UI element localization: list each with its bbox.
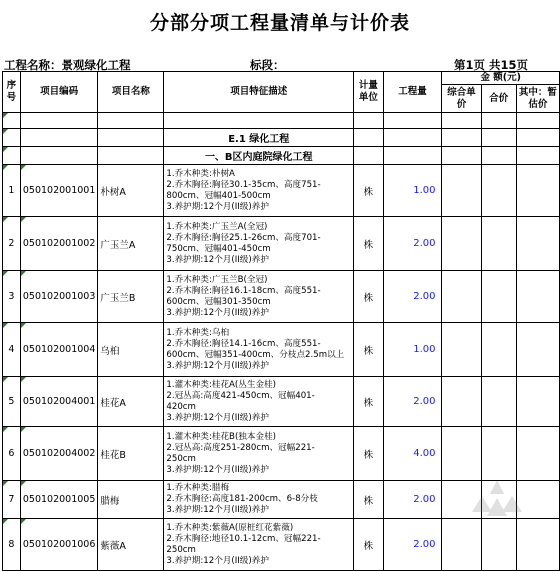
row-name-text: 广玉兰A bbox=[100, 239, 136, 251]
description-line: 420cm bbox=[166, 401, 196, 412]
row-quantity bbox=[383, 323, 442, 377]
table-row bbox=[3, 519, 560, 571]
row-quantity bbox=[383, 519, 442, 571]
description-line: 1.乔木种类:乌桕 bbox=[166, 327, 230, 338]
row-estimate bbox=[516, 377, 559, 427]
row-name bbox=[98, 519, 164, 571]
table-row bbox=[3, 323, 560, 377]
row-estimate bbox=[516, 217, 559, 271]
description-line: 1.乔木种类:广玉兰B(全冠) bbox=[166, 274, 268, 285]
row-name bbox=[98, 217, 164, 271]
description-line: 3.养护期:12个月(II级)养护 bbox=[166, 201, 269, 212]
row-description bbox=[164, 481, 354, 519]
row-name bbox=[98, 377, 164, 427]
table-row bbox=[3, 377, 560, 427]
empty-row bbox=[3, 113, 560, 129]
table-row bbox=[3, 217, 560, 271]
row-index-text: 4 bbox=[8, 344, 15, 355]
row-unit-price bbox=[442, 519, 481, 571]
row-index bbox=[3, 519, 21, 571]
row-quantity-text: 2.00 bbox=[413, 396, 436, 407]
description-line: 800cm、冠幅401-500cm bbox=[166, 190, 271, 201]
row-quantity-text: 2.00 bbox=[413, 238, 436, 249]
row-unit-price bbox=[442, 271, 481, 323]
row-name-text: 广玉兰B bbox=[100, 292, 136, 304]
row-description bbox=[164, 427, 354, 481]
header-quantity: 工程量 bbox=[383, 72, 442, 113]
row-index bbox=[3, 481, 21, 519]
description-line: 3.养护期:12个月(II级)养护 bbox=[166, 360, 269, 371]
description-line: 750cm、冠幅401-450cm bbox=[166, 243, 271, 254]
description-line: 250cm bbox=[166, 453, 196, 464]
row-description bbox=[164, 323, 354, 377]
chapter-row bbox=[3, 129, 560, 147]
bill-of-quantities-table bbox=[2, 71, 560, 571]
row-unit bbox=[354, 323, 383, 377]
row-quantity-text: 2.00 bbox=[413, 539, 436, 550]
row-description bbox=[164, 165, 354, 217]
document-title: 分部分项工程量清单与计价表 bbox=[149, 12, 410, 34]
header-name: 项目名称 bbox=[98, 72, 164, 113]
row-name-text: 桂花B bbox=[100, 449, 126, 461]
row-name bbox=[98, 271, 164, 323]
row-total bbox=[481, 271, 516, 323]
header-code: 项目编码 bbox=[20, 72, 98, 113]
header-total: 合价 bbox=[481, 85, 516, 113]
description-line: 2.冠丛高:高度251-280cm、冠幅221- bbox=[166, 442, 315, 453]
row-estimate bbox=[516, 427, 559, 481]
row-estimate bbox=[516, 323, 559, 377]
table-row bbox=[3, 427, 560, 481]
description-line: 600cm、冠幅351-400cm、分枝点2.5m以上 bbox=[166, 349, 345, 360]
section-label: 标段： bbox=[250, 58, 285, 72]
row-unit-text: 株 bbox=[363, 397, 374, 409]
row-unit-price bbox=[442, 165, 481, 217]
row-quantity bbox=[383, 165, 442, 217]
row-code bbox=[20, 481, 98, 519]
row-unit bbox=[354, 271, 383, 323]
row-total bbox=[481, 377, 516, 427]
row-index bbox=[3, 165, 21, 217]
row-estimate bbox=[516, 481, 559, 519]
row-unit bbox=[354, 427, 383, 481]
chapter-title: E.1 绿化工程 bbox=[164, 129, 354, 147]
row-index-text: 2 bbox=[8, 238, 15, 249]
row-unit bbox=[354, 481, 383, 519]
header-description: 项目特征描述 bbox=[164, 72, 354, 113]
description-line: 2.乔木胸径:胸径14.1-16cm、高度551- bbox=[166, 338, 321, 349]
description-line: 2.冠丛高:高度421-450cm、冠幅401- bbox=[166, 390, 315, 401]
description-line: 3.养护期:12个月(II级)养护 bbox=[166, 555, 269, 566]
row-description bbox=[164, 377, 354, 427]
table-row bbox=[3, 481, 560, 519]
table-row bbox=[3, 271, 560, 323]
row-code bbox=[20, 323, 98, 377]
row-code bbox=[20, 165, 98, 217]
row-quantity bbox=[383, 427, 442, 481]
description-line: 3.养护期:12个月(II级)养护 bbox=[166, 412, 269, 423]
description-line: 1.乔木种类:广玉兰A(全冠) bbox=[166, 221, 268, 232]
row-unit-price bbox=[442, 377, 481, 427]
row-code bbox=[20, 271, 98, 323]
row-unit-text: 株 bbox=[363, 495, 374, 507]
row-unit bbox=[354, 377, 383, 427]
row-unit-price bbox=[442, 427, 481, 481]
row-code bbox=[20, 519, 98, 571]
row-quantity bbox=[383, 217, 442, 271]
row-total bbox=[481, 481, 516, 519]
page-info: 第1页 共15页 bbox=[454, 58, 529, 72]
row-index bbox=[3, 271, 21, 323]
row-code-text: 050102001003 bbox=[22, 291, 96, 302]
subsection-title: 一、B区内庭院绿化工程 bbox=[164, 147, 354, 165]
row-index-text: 5 bbox=[8, 396, 15, 407]
row-index-text: 1 bbox=[8, 185, 15, 196]
row-code-text: 050102004002 bbox=[22, 448, 96, 459]
row-quantity-text: 2.00 bbox=[413, 494, 436, 505]
row-unit-price bbox=[442, 217, 481, 271]
row-index-text: 8 bbox=[8, 539, 15, 550]
row-index bbox=[3, 323, 21, 377]
row-code-text: 050102001006 bbox=[22, 539, 96, 550]
row-name bbox=[98, 481, 164, 519]
row-code-text: 050102001005 bbox=[22, 494, 96, 505]
description-line: 3.养护期:12个月(II级)养护 bbox=[166, 505, 269, 515]
row-total bbox=[481, 427, 516, 481]
row-code bbox=[20, 427, 98, 481]
description-line: 1.灌木种类:桂花B(独本金桂) bbox=[166, 431, 277, 442]
row-code-text: 050102004001 bbox=[22, 396, 96, 407]
header-amount: 金 额(元) bbox=[442, 72, 560, 85]
description-line: 2.乔木胸径:胸径16.1-18cm、高度551- bbox=[166, 285, 321, 296]
row-total bbox=[481, 323, 516, 377]
row-name-text: 朴树A bbox=[100, 186, 126, 198]
description-line: 1.乔木种类:紫薇A(原桩红花紫薇) bbox=[166, 522, 294, 533]
row-index bbox=[3, 427, 21, 481]
row-unit-price bbox=[442, 323, 481, 377]
header-unit: 计量单位 bbox=[354, 72, 383, 113]
description-line: 1.乔木种类:腊梅 bbox=[166, 483, 230, 493]
row-total bbox=[481, 217, 516, 271]
description-line: 2.乔木胸径:胸径25.1-26cm、高度701- bbox=[166, 232, 321, 243]
row-unit-text: 株 bbox=[363, 292, 374, 304]
row-estimate bbox=[516, 271, 559, 323]
row-code bbox=[20, 217, 98, 271]
subsection-row bbox=[3, 147, 560, 165]
description-line: 3.养护期:12个月(II级)养护 bbox=[166, 254, 269, 265]
row-code bbox=[20, 377, 98, 427]
row-name bbox=[98, 165, 164, 217]
row-unit-price bbox=[442, 481, 481, 519]
row-quantity-text: 1.00 bbox=[413, 344, 436, 355]
row-quantity-text: 4.00 bbox=[413, 448, 436, 459]
description-line: 3.养护期:12个月(II级)养护 bbox=[166, 464, 269, 475]
description-line: 3.养护期:12个月(II级)养护 bbox=[166, 307, 269, 318]
row-description bbox=[164, 217, 354, 271]
description-line: 600cm、冠幅301-350cm bbox=[166, 296, 271, 307]
description-line: 2.乔木胸径:地径10.1-12cm、冠幅221- bbox=[166, 533, 321, 544]
row-unit-text: 株 bbox=[363, 186, 374, 198]
row-name-text: 腊梅 bbox=[100, 495, 120, 507]
row-total bbox=[481, 165, 516, 217]
row-quantity bbox=[383, 377, 442, 427]
row-index-text: 6 bbox=[8, 448, 15, 459]
row-unit-text: 株 bbox=[363, 345, 374, 357]
header-unit-price: 综合单价 bbox=[442, 85, 481, 113]
header-index: 序号 bbox=[3, 72, 21, 113]
row-index bbox=[3, 217, 21, 271]
row-code-text: 050102001004 bbox=[22, 344, 96, 355]
description-line: 2.乔木胸径:胸径30.1-35cm、高度751- bbox=[166, 179, 321, 190]
row-index-text: 3 bbox=[8, 291, 15, 302]
row-name bbox=[98, 427, 164, 481]
row-name-text: 桂花A bbox=[100, 397, 126, 409]
row-name bbox=[98, 323, 164, 377]
row-description bbox=[164, 519, 354, 571]
row-index-text: 7 bbox=[8, 494, 15, 505]
row-quantity bbox=[383, 481, 442, 519]
row-description bbox=[164, 271, 354, 323]
table-row bbox=[3, 165, 560, 217]
row-quantity bbox=[383, 271, 442, 323]
row-index bbox=[3, 377, 21, 427]
row-unit bbox=[354, 217, 383, 271]
row-unit bbox=[354, 165, 383, 217]
row-quantity-text: 1.00 bbox=[413, 185, 436, 196]
row-code-text: 050102001002 bbox=[22, 238, 96, 249]
header-estimate: 其中：暂估价 bbox=[516, 85, 559, 113]
row-estimate bbox=[516, 519, 559, 571]
row-unit-text: 株 bbox=[363, 239, 374, 251]
description-line: 1.乔木种类:朴树A bbox=[166, 168, 235, 179]
row-quantity-text: 2.00 bbox=[413, 291, 436, 302]
row-name-text: 乌桕 bbox=[100, 345, 120, 357]
row-unit-text: 株 bbox=[363, 449, 374, 461]
row-name-text: 紫薇A bbox=[100, 540, 126, 552]
row-total bbox=[481, 519, 516, 571]
description-line: 2.乔木胸径:高度181-200cm、6-8分枝 bbox=[166, 494, 318, 504]
row-unit bbox=[354, 519, 383, 571]
description-line: 250cm bbox=[166, 544, 196, 555]
row-code-text: 050102001001 bbox=[22, 185, 96, 196]
description-line: 1.灌木种类:桂花A(丛生金桂) bbox=[166, 379, 277, 390]
row-estimate bbox=[516, 165, 559, 217]
project-name: 工程名称：景观绿化工程 bbox=[4, 58, 131, 72]
row-unit-text: 株 bbox=[363, 540, 374, 552]
